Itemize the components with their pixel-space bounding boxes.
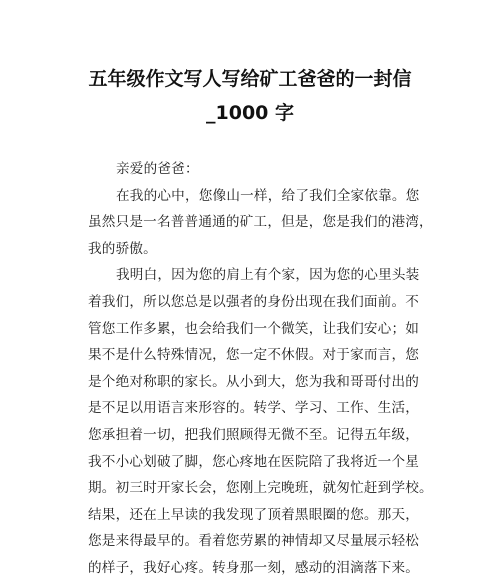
text-line: 虽然只是一名普普通通的矿工，但是，您是我们的港湾， — [88, 214, 433, 231]
text-line: 您是来得最早的。看着您劳累的神情却又尽量展示轻松 — [88, 533, 420, 550]
text-line: 着我们，所以您总是以强者的身份出现在我们面前。不 — [88, 293, 420, 310]
text-line: 您承担着一切，把我们照顾得无微不至。记得五年级， — [88, 426, 420, 443]
title-line-2: _1000 字 — [206, 102, 294, 124]
text-line: 我明白，因为您的肩上有个家，因为您的心里头装 — [116, 267, 420, 284]
text-line: 我的骄傲。 — [88, 240, 157, 257]
text-line: 是个绝对称职的家长。从小到大，您为我和哥哥付出的 — [88, 373, 420, 390]
text-line: 果不是什么特殊情况，您一定不休假。对于家而言，您 — [88, 347, 420, 364]
text-line: 亲爱的爸爸： — [116, 161, 199, 177]
title-line-1: 五年级作文写人写给矿工爸爸的一封信 — [88, 68, 412, 90]
text-line: 结果，还在上早读的我发现了顶着黑眼圈的您。那天， — [88, 506, 420, 523]
text-line: 在我的心中，您像山一样，给了我们全家依靠。您 — [116, 187, 420, 204]
text-line: 是不足以用语言来形容的。转学、学习、工作、生活， — [88, 400, 420, 417]
text-line: 我不小心划破了脚，您心疼地在医院陪了我将近一个星 — [88, 453, 420, 470]
document-body — [88, 156, 433, 582]
text-line: 期。初三时开家长会，您刚上完晚班，就匆忙赶到学校。 — [88, 480, 433, 497]
text-line: 管您工作多累，也会给我们一个微笑，让我们安心；如 — [88, 320, 420, 337]
text-line: 的样子，我好心疼。转身那一刻，感动的泪滴落下来。 — [88, 559, 420, 576]
document-title — [60, 62, 440, 130]
